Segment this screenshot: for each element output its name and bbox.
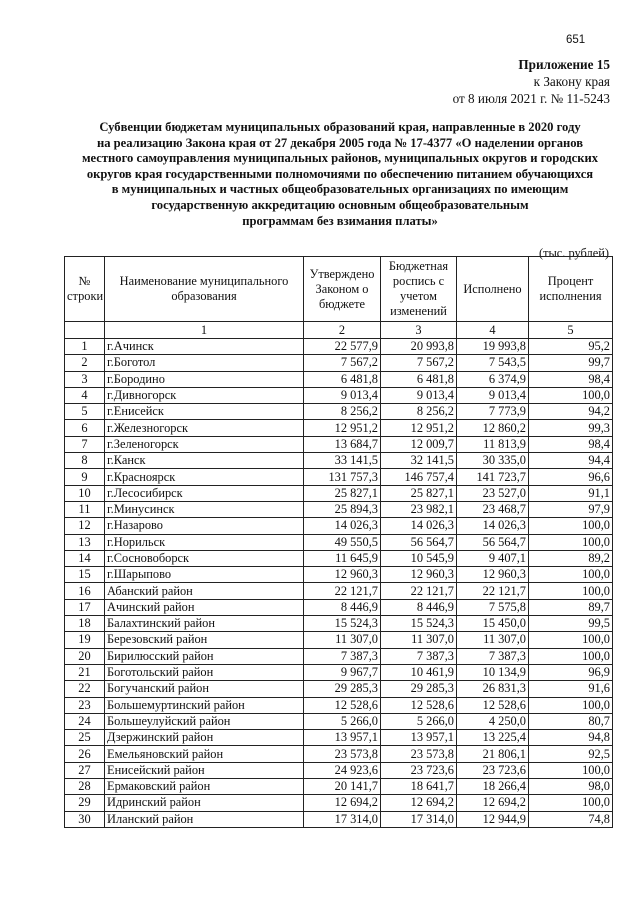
table-row xyxy=(65,534,613,550)
row-number-cell: 18 xyxy=(65,616,105,632)
municipality-cell: Емельяновский район xyxy=(105,746,304,762)
table-row xyxy=(65,404,613,420)
budget-schedule-cell: 11 307,0 xyxy=(381,632,457,648)
column-number-row xyxy=(65,322,613,339)
subsidies-table xyxy=(64,256,613,828)
executed-cell: 56 564,7 xyxy=(457,534,529,550)
municipality-cell: г.Бородино xyxy=(105,371,304,387)
municipality-cell: г.Минусинск xyxy=(105,501,304,517)
row-number-cell: 9 xyxy=(65,469,105,485)
budget-schedule-cell: 22 121,7 xyxy=(381,583,457,599)
budget-schedule-cell: 10 545,9 xyxy=(381,550,457,566)
approved-cell: 22 121,7 xyxy=(304,583,381,599)
executed-cell: 22 121,7 xyxy=(457,583,529,599)
percent-cell: 100,0 xyxy=(529,567,613,583)
budget-schedule-cell: 12 528,6 xyxy=(381,697,457,713)
municipality-cell: г.Зеленогорск xyxy=(105,436,304,452)
percent-cell: 99,5 xyxy=(529,616,613,632)
row-number-cell: 16 xyxy=(65,583,105,599)
executed-cell: 7 387,3 xyxy=(457,648,529,664)
row-number-cell: 8 xyxy=(65,453,105,469)
executed-cell: 12 528,6 xyxy=(457,697,529,713)
budget-schedule-cell: 23 723,6 xyxy=(381,762,457,778)
executed-cell: 10 134,9 xyxy=(457,664,529,680)
table-row xyxy=(65,795,613,811)
municipality-cell: Иланский район xyxy=(105,811,304,827)
table-row xyxy=(65,599,613,615)
table-row xyxy=(65,469,613,485)
percent-cell: 100,0 xyxy=(529,795,613,811)
percent-cell: 100,0 xyxy=(529,518,613,534)
approved-cell: 11 307,0 xyxy=(304,632,381,648)
table-row xyxy=(65,436,613,452)
header-approved: Утверждено Законом о бюджете xyxy=(304,257,381,322)
executed-cell: 23 527,0 xyxy=(457,485,529,501)
row-number-cell: 10 xyxy=(65,485,105,501)
municipality-cell: Березовский район xyxy=(105,632,304,648)
budget-schedule-cell: 13 957,1 xyxy=(381,730,457,746)
percent-cell: 92,5 xyxy=(529,746,613,762)
municipality-cell: г.Канск xyxy=(105,453,304,469)
table-row xyxy=(65,355,613,371)
executed-cell: 26 831,3 xyxy=(457,681,529,697)
municipality-cell: Балахтинский район xyxy=(105,616,304,632)
executed-cell: 9 013,4 xyxy=(457,387,529,403)
title-line: государственную аккредитацию основным общеобразовательным xyxy=(151,197,529,212)
percent-cell: 96,6 xyxy=(529,469,613,485)
row-number-cell: 27 xyxy=(65,762,105,778)
percent-cell: 98,4 xyxy=(529,436,613,452)
executed-cell: 15 450,0 xyxy=(457,616,529,632)
row-number-cell: 13 xyxy=(65,534,105,550)
approved-cell: 49 550,5 xyxy=(304,534,381,550)
approved-cell: 29 285,3 xyxy=(304,681,381,697)
percent-cell: 99,3 xyxy=(529,420,613,436)
municipality-cell: г.Боготол xyxy=(105,355,304,371)
executed-cell: 4 250,0 xyxy=(457,713,529,729)
header-row xyxy=(65,257,613,322)
table-row xyxy=(65,648,613,664)
document-title xyxy=(60,120,620,229)
table-row xyxy=(65,518,613,534)
row-number-cell: 28 xyxy=(65,779,105,795)
budget-schedule-cell: 8 256,2 xyxy=(381,404,457,420)
approved-cell: 25 894,3 xyxy=(304,501,381,517)
column-number: 5 xyxy=(529,322,613,339)
units-label: (тыс. рублей) xyxy=(538,246,609,260)
row-number-cell: 3 xyxy=(65,371,105,387)
municipality-cell: г.Лесосибирск xyxy=(105,485,304,501)
executed-cell: 12 960,3 xyxy=(457,567,529,583)
approved-cell: 25 827,1 xyxy=(304,485,381,501)
table-row xyxy=(65,681,613,697)
approved-cell: 9 013,4 xyxy=(304,387,381,403)
header-executed: Исполнено xyxy=(457,257,529,322)
table-row xyxy=(65,697,613,713)
row-number-cell: 2 xyxy=(65,355,105,371)
row-number-cell: 5 xyxy=(65,404,105,420)
budget-schedule-cell: 10 461,9 xyxy=(381,664,457,680)
percent-cell: 74,8 xyxy=(529,811,613,827)
percent-cell: 80,7 xyxy=(529,713,613,729)
header-budget-schedule: Бюджетная роспись с учетом изменений xyxy=(381,257,457,322)
table-row xyxy=(65,420,613,436)
budget-schedule-cell: 8 446,9 xyxy=(381,599,457,615)
table-row xyxy=(65,746,613,762)
approved-cell: 9 967,7 xyxy=(304,664,381,680)
executed-cell: 6 374,9 xyxy=(457,371,529,387)
row-number-cell: 19 xyxy=(65,632,105,648)
approved-cell: 12 960,3 xyxy=(304,567,381,583)
executed-cell: 23 468,7 xyxy=(457,501,529,517)
title-line: программам без взимания платы» xyxy=(242,213,438,228)
approved-cell: 131 757,3 xyxy=(304,469,381,485)
budget-schedule-cell: 15 524,3 xyxy=(381,616,457,632)
approved-cell: 12 951,2 xyxy=(304,420,381,436)
budget-schedule-cell: 14 026,3 xyxy=(381,518,457,534)
row-number-cell: 15 xyxy=(65,567,105,583)
approved-cell: 20 141,7 xyxy=(304,779,381,795)
municipality-cell: г.Красноярск xyxy=(105,469,304,485)
budget-schedule-cell: 12 694,2 xyxy=(381,795,457,811)
budget-schedule-cell: 5 266,0 xyxy=(381,713,457,729)
table-row xyxy=(65,713,613,729)
row-number-cell: 6 xyxy=(65,420,105,436)
budget-schedule-cell: 7 387,3 xyxy=(381,648,457,664)
percent-cell: 100,0 xyxy=(529,534,613,550)
column-number xyxy=(65,322,105,339)
executed-cell: 30 335,0 xyxy=(457,453,529,469)
budget-schedule-cell: 18 641,7 xyxy=(381,779,457,795)
row-number-cell: 23 xyxy=(65,697,105,713)
executed-cell: 7 575,8 xyxy=(457,599,529,615)
municipality-cell: г.Сосновоборск xyxy=(105,550,304,566)
municipality-cell: Богучанский район xyxy=(105,681,304,697)
approved-cell: 14 026,3 xyxy=(304,518,381,534)
percent-cell: 89,7 xyxy=(529,599,613,615)
column-number: 3 xyxy=(381,322,457,339)
approved-cell: 13 684,7 xyxy=(304,436,381,452)
percent-cell: 100,0 xyxy=(529,762,613,778)
municipality-cell: г.Норильск xyxy=(105,534,304,550)
municipality-cell: Идринский район xyxy=(105,795,304,811)
table-row xyxy=(65,762,613,778)
appendix-block xyxy=(453,56,610,107)
row-number-cell: 21 xyxy=(65,664,105,680)
row-number-cell: 26 xyxy=(65,746,105,762)
approved-cell: 13 957,1 xyxy=(304,730,381,746)
municipality-cell: Боготольский район xyxy=(105,664,304,680)
municipality-cell: г.Железногорск xyxy=(105,420,304,436)
table-row xyxy=(65,567,613,583)
approved-cell: 8 256,2 xyxy=(304,404,381,420)
executed-cell: 12 694,2 xyxy=(457,795,529,811)
title-line: Субвенции бюджетам муниципальных образований края, направленные в 2020 году xyxy=(99,120,581,134)
executed-cell: 7 773,9 xyxy=(457,404,529,420)
percent-cell: 91,1 xyxy=(529,485,613,501)
table-row xyxy=(65,616,613,632)
budget-schedule-cell: 56 564,7 xyxy=(381,534,457,550)
row-number-cell: 4 xyxy=(65,387,105,403)
approved-cell: 7 567,2 xyxy=(304,355,381,371)
column-number: 2 xyxy=(304,322,381,339)
percent-cell: 100,0 xyxy=(529,387,613,403)
budget-schedule-cell: 7 567,2 xyxy=(381,355,457,371)
approved-cell: 12 694,2 xyxy=(304,795,381,811)
approved-cell: 8 446,9 xyxy=(304,599,381,615)
table-row xyxy=(65,664,613,680)
table-row xyxy=(65,550,613,566)
header-municipality: Наименование муниципального образования xyxy=(105,257,304,322)
budget-schedule-cell: 29 285,3 xyxy=(381,681,457,697)
executed-cell: 11 813,9 xyxy=(457,436,529,452)
percent-cell: 100,0 xyxy=(529,697,613,713)
row-number-cell: 29 xyxy=(65,795,105,811)
row-number-cell: 14 xyxy=(65,550,105,566)
title-line: в муниципальных и частных общеобразовательных организациях по имеющим xyxy=(111,182,569,197)
appendix-law-ref: к Закону края xyxy=(533,74,610,89)
percent-cell: 100,0 xyxy=(529,632,613,648)
title-line: на реализацию Закона края от 27 декабря 2005 года № 17-4377 «О наделении органов xyxy=(96,135,584,150)
title-line: местного самоуправления муниципальных районов, муниципальных округов и городских xyxy=(81,151,599,166)
row-number-cell: 11 xyxy=(65,501,105,517)
executed-cell: 13 225,4 xyxy=(457,730,529,746)
budget-schedule-cell: 12 951,2 xyxy=(381,420,457,436)
row-number-cell: 7 xyxy=(65,436,105,452)
page-number: 651 xyxy=(566,34,586,46)
municipality-cell: г.Енисейск xyxy=(105,404,304,420)
row-number-cell: 1 xyxy=(65,339,105,355)
approved-cell: 22 577,9 xyxy=(304,339,381,355)
table-row xyxy=(65,730,613,746)
percent-cell: 94,8 xyxy=(529,730,613,746)
approved-cell: 33 141,5 xyxy=(304,453,381,469)
approved-cell: 24 923,6 xyxy=(304,762,381,778)
table-row xyxy=(65,501,613,517)
municipality-cell: Ермаковский район xyxy=(105,779,304,795)
municipality-cell: Енисейский район xyxy=(105,762,304,778)
table-row xyxy=(65,811,613,827)
executed-cell: 9 407,1 xyxy=(457,550,529,566)
approved-cell: 7 387,3 xyxy=(304,648,381,664)
row-number-cell: 25 xyxy=(65,730,105,746)
table-row xyxy=(65,485,613,501)
municipality-cell: Ачинский район xyxy=(105,599,304,615)
table-row xyxy=(65,632,613,648)
column-number: 4 xyxy=(457,322,529,339)
approved-cell: 5 266,0 xyxy=(304,713,381,729)
approved-cell: 11 645,9 xyxy=(304,550,381,566)
budget-schedule-cell: 17 314,0 xyxy=(381,811,457,827)
municipality-cell: Дзержинский район xyxy=(105,730,304,746)
executed-cell: 141 723,7 xyxy=(457,469,529,485)
executed-cell: 12 860,2 xyxy=(457,420,529,436)
executed-cell: 11 307,0 xyxy=(457,632,529,648)
percent-cell: 100,0 xyxy=(529,583,613,599)
appendix-law-date: от 8 июля 2021 г. № 11-5243 xyxy=(452,91,610,106)
budget-schedule-cell: 12 960,3 xyxy=(381,567,457,583)
municipality-cell: г.Назарово xyxy=(105,518,304,534)
header-row-number: № строки xyxy=(65,257,105,322)
percent-cell: 98,4 xyxy=(529,371,613,387)
budget-schedule-cell: 23 982,1 xyxy=(381,501,457,517)
header-percent: Процент исполнения xyxy=(529,257,613,322)
percent-cell: 94,2 xyxy=(529,404,613,420)
appendix-title: Приложение 15 xyxy=(518,57,610,72)
percent-cell: 99,7 xyxy=(529,355,613,371)
approved-cell: 23 573,8 xyxy=(304,746,381,762)
row-number-cell: 22 xyxy=(65,681,105,697)
row-number-cell: 30 xyxy=(65,811,105,827)
approved-cell: 12 528,6 xyxy=(304,697,381,713)
budget-schedule-cell: 6 481,8 xyxy=(381,371,457,387)
municipality-cell: г.Ачинск xyxy=(105,339,304,355)
municipality-cell: Большемуртинский район xyxy=(105,697,304,713)
executed-cell: 12 944,9 xyxy=(457,811,529,827)
row-number-cell: 12 xyxy=(65,518,105,534)
percent-cell: 91,6 xyxy=(529,681,613,697)
budget-schedule-cell: 23 573,8 xyxy=(381,746,457,762)
table-row xyxy=(65,453,613,469)
approved-cell: 6 481,8 xyxy=(304,371,381,387)
municipality-cell: Бирилюсский район xyxy=(105,648,304,664)
table-row xyxy=(65,339,613,355)
executed-cell: 19 993,8 xyxy=(457,339,529,355)
budget-schedule-cell: 146 757,4 xyxy=(381,469,457,485)
percent-cell: 94,4 xyxy=(529,453,613,469)
percent-cell: 100,0 xyxy=(529,648,613,664)
executed-cell: 21 806,1 xyxy=(457,746,529,762)
title-line: округов края государственными полномочиями по обеспечению питанием обучающихся xyxy=(86,166,594,181)
approved-cell: 15 524,3 xyxy=(304,616,381,632)
table-row xyxy=(65,371,613,387)
budget-schedule-cell: 32 141,5 xyxy=(381,453,457,469)
row-number-cell: 17 xyxy=(65,599,105,615)
row-number-cell: 24 xyxy=(65,713,105,729)
executed-cell: 14 026,3 xyxy=(457,518,529,534)
municipality-cell: Большеулуйский район xyxy=(105,713,304,729)
executed-cell: 23 723,6 xyxy=(457,762,529,778)
municipality-cell: Абанский район xyxy=(105,583,304,599)
percent-cell: 95,2 xyxy=(529,339,613,355)
budget-schedule-cell: 12 009,7 xyxy=(381,436,457,452)
percent-cell: 98,0 xyxy=(529,779,613,795)
percent-cell: 89,2 xyxy=(529,550,613,566)
budget-schedule-cell: 25 827,1 xyxy=(381,485,457,501)
budget-schedule-cell: 20 993,8 xyxy=(381,339,457,355)
table-row xyxy=(65,583,613,599)
municipality-cell: г.Шарыпово xyxy=(105,567,304,583)
percent-cell: 96,9 xyxy=(529,664,613,680)
executed-cell: 7 543,5 xyxy=(457,355,529,371)
table-row xyxy=(65,779,613,795)
budget-schedule-cell: 9 013,4 xyxy=(381,387,457,403)
row-number-cell: 20 xyxy=(65,648,105,664)
table-row xyxy=(65,387,613,403)
approved-cell: 17 314,0 xyxy=(304,811,381,827)
column-number: 1 xyxy=(105,322,304,339)
percent-cell: 97,9 xyxy=(529,501,613,517)
municipality-cell: г.Дивногорск xyxy=(105,387,304,403)
executed-cell: 18 266,4 xyxy=(457,779,529,795)
